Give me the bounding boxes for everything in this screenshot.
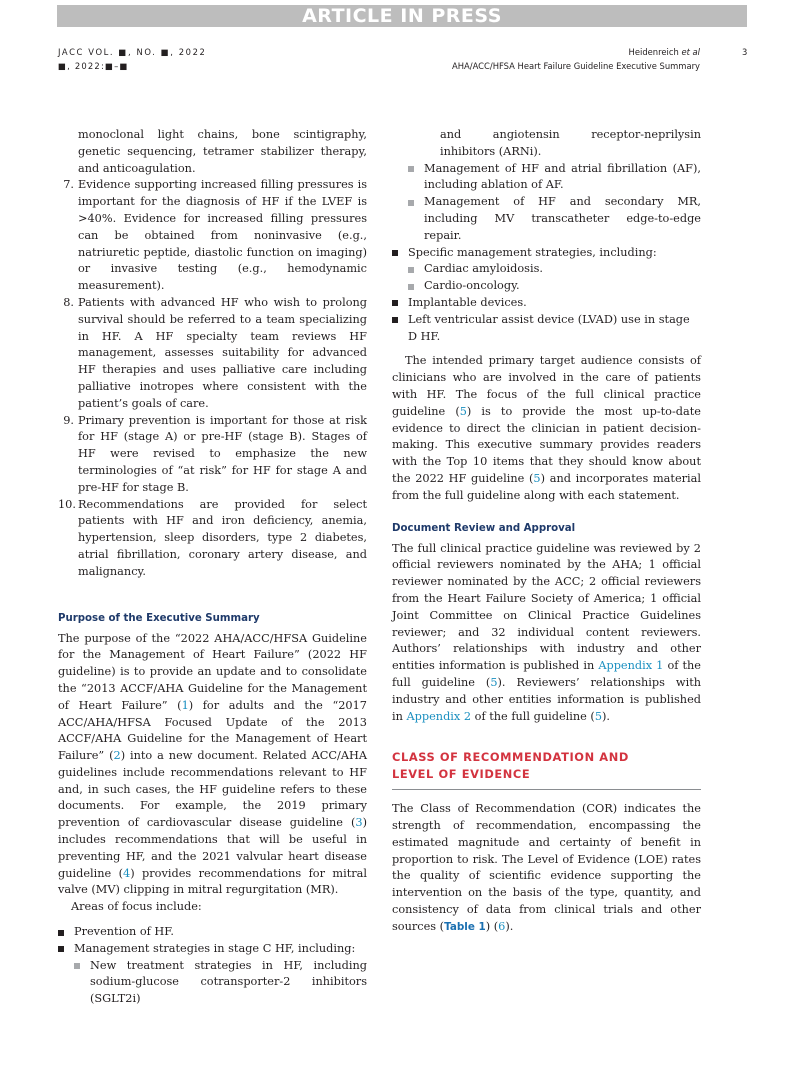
sub-bullet-text: Management of HF and atrial fibrillation (AF), including ablation of AF.	[424, 161, 701, 192]
purpose-heading: Purpose of the Executive Summary	[58, 612, 260, 624]
list-item-7	[58, 177, 367, 295]
sub-bullet-marker	[408, 261, 424, 278]
right-column	[392, 127, 701, 936]
bullet-text: Management strategies in stage C HF, including:	[74, 941, 356, 955]
purpose-paragraph: The purpose of the “2022 AHA/ACC/HFSA Guideline for the Management of Heart Failure” (2022 HF guideline) is to provide an update and to consolidate the “2013 ACCF/AHA Guideline for the Management of Heart Failure” (1) for adults and the “2017 ACC/AHA/HFSA Focused Update of the 2013 ACCF/AHA Guideline for the Management of Heart Failure” (2) into a new document. Related ACC/AHA guidelines include recommendations relevant to HF and, in such cases, the HF guideline refers to these documents. For example, the 2019 primary prevention of cardiovascular disease guideline (3) includes recommendations that will be useful in preventing HF, and the 2021 valvular heart disease guideline (4) provides recommendations for mitral valve (MV) clipping in mitral regurgitation (MR).	[58, 631, 368, 897]
sub-bullet-marker	[408, 278, 424, 295]
section-heading-line-1: CLASS OF RECOMMENDATION AND	[392, 750, 629, 765]
page-number: 3	[742, 47, 748, 57]
bullet-text: Prevention of HF.	[74, 925, 174, 939]
list-item-10	[58, 497, 367, 581]
list-text: Patients with advanced HF who wish to prolong survival should be referred to a team specializing in HF. A HF specialty team reviews HF management, assesses suitability for advanced HF therapies and uses palliative care including palliative inotropes where consistent with the patient’s goals of care.	[78, 295, 367, 410]
sub-bullet-text: Cardio-oncology.	[424, 279, 520, 293]
sub-bullet-marker	[74, 958, 90, 1008]
bullet-marker	[58, 924, 74, 941]
journal-volume-line: JACC VOL. ■, NO. ■, 2022	[58, 47, 207, 57]
bullet-management	[58, 941, 367, 958]
bullet-marker	[392, 312, 408, 346]
reference-link-5[interactable]: 5	[490, 675, 498, 689]
list-item-9	[58, 413, 367, 497]
sub-bullet-amyloidosis	[392, 261, 701, 278]
running-title: AHA/ACC/HFSA Heart Failure Guideline Executive Summary	[452, 61, 700, 71]
list-text: 40%. Evidence for increased filling pressures can be obtained from noninvasive (e.g., natriuretic peptide, diastolic function on imaging) or invasive testing (e.g., hemodynamic measurement).	[78, 211, 367, 293]
reference-link-2[interactable]: 2	[113, 749, 121, 763]
list-item-continuation: monoclonal light chains, bone scintigraphy, genetic sequencing, tetramer stabilizer therapy, and anticoagulation.	[78, 128, 367, 175]
reference-link-5[interactable]: 5	[533, 471, 541, 485]
article-in-press-banner: ARTICLE IN PRESS	[57, 5, 747, 27]
author-header	[629, 47, 700, 58]
reference-link-3[interactable]: 3	[355, 816, 363, 830]
journal-pages-line: ■, 2022:■–■	[58, 61, 129, 71]
sub-bullet-marker	[408, 161, 424, 195]
sub-bullet-marker	[408, 194, 424, 244]
bullet-marker	[392, 295, 408, 312]
appendix-1-link[interactable]: Appendix 1	[598, 659, 664, 673]
review-paragraph: The full clinical practice guideline was reviewed by 2 official reviewers nominated by the AHA; 1 official reviewer nominated by the ACC; 2 official reviewers from the Heart Failure Society of America; 1 official Joint Committee on Clinical Practice Guidelines reviewer; and 32 individual content reviewers. Authors’ relationships with industry and other entities information is published in Appendix 1 of the full guideline (5). Reviewers’ relationships with industry and other entities information is published in Appendix 2 of the full guideline (5).	[392, 541, 702, 723]
greater-than-symbol: >	[78, 211, 88, 225]
reference-link-4[interactable]: 4	[123, 866, 131, 880]
cor-loe-heading	[392, 749, 701, 783]
reference-link-1[interactable]: 1	[181, 698, 189, 712]
list-number: 7.	[63, 178, 74, 192]
areas-intro: Areas of focus include:	[71, 900, 202, 914]
bullet-marker	[58, 941, 74, 958]
appendix-2-link[interactable]: Appendix 2	[406, 709, 472, 723]
bullet-text: Left ventricular assist device (LVAD) use in stage D HF.	[408, 312, 690, 343]
bullet-text: Implantable devices.	[408, 295, 527, 309]
bullet-prevention	[58, 924, 367, 941]
list-number: 9.	[63, 413, 74, 427]
sub-bullet-af	[392, 161, 701, 195]
bullet-marker	[392, 245, 408, 262]
sub-bullet-oncology	[392, 278, 701, 295]
sub-bullet-text: Management of HF and secondary MR, including MV transcatheter edge-to-edge repair.	[424, 195, 701, 242]
table-1-link[interactable]: Table 1	[444, 920, 486, 933]
reference-link-5[interactable]: 5	[459, 404, 467, 418]
sub-bullet-mr	[392, 194, 701, 244]
author-etal: et al	[681, 47, 700, 57]
list-number: 8.	[63, 295, 74, 309]
sub-bullet-text: New treatment strategies in HF, including sodium-glucose cotransporter-2 inhibitors (SGLT2i)	[90, 958, 367, 1006]
bullet-text: Specific management strategies, including:	[408, 245, 657, 259]
sub-bullet-continuation: and angiotensin receptor-neprilysin inhibitors (ARNi).	[440, 128, 701, 158]
sub-bullet-new-treatment	[58, 958, 367, 1008]
bullet-lvad	[392, 312, 701, 346]
author-name: Heidenreich	[628, 47, 679, 57]
section-heading-line-2: LEVEL OF EVIDENCE	[392, 767, 531, 782]
list-item-8	[58, 295, 367, 413]
bullet-specific	[392, 245, 701, 262]
left-column	[58, 127, 367, 1008]
bullet-implantable	[392, 295, 701, 312]
list-text: Evidence supporting increased filling pressures is important for the diagnosis of HF if the LVEF is	[78, 178, 367, 209]
reference-link-5[interactable]: 5	[594, 709, 603, 723]
audience-paragraph: The intended primary target audience consists of clinicians who are involved in the care of patients with HF. The focus of the full clinical practice guideline (5) is to provide the most up-to-date evidence to direct the clinician in patient decision-making. This executive summary provides readers with the Top 10 items that they should know about the 2022 HF guideline (5) and incorporates material from the full guideline along with each statement.	[392, 354, 701, 502]
list-number: 10.	[58, 497, 76, 511]
list-text: Primary prevention is important for those at risk for HF (stage A) or pre-HF (stage B). Stages of HF were revised to emphasize the new terminologies of “at risk” for HF for stage A and pre-HF for stage B.	[78, 413, 367, 494]
cor-paragraph: The Class of Recommendation (COR) indicates the strength of recommendation, encompassing the estimated magnitude and certainty of benefit in proportion to risk. The Level of Evidence (LOE) rates the quality of scientific evidence supporting the intervention on the basis of the type, quantity, and consistency of data from clinical trials and other sources (Table 1) (6).	[392, 802, 701, 933]
reference-link-6[interactable]: 6	[498, 919, 506, 933]
list-text: Recommendations are provided for select patients with HF and iron deficiency, anemia, hypertension, sleep disorders, type 2 diabetes, atrial fibrillation, coronary artery disease, and malignancy.	[78, 497, 367, 578]
review-heading: Document Review and Approval	[392, 522, 576, 534]
sub-bullet-text: Cardiac amyloidosis.	[424, 262, 543, 276]
